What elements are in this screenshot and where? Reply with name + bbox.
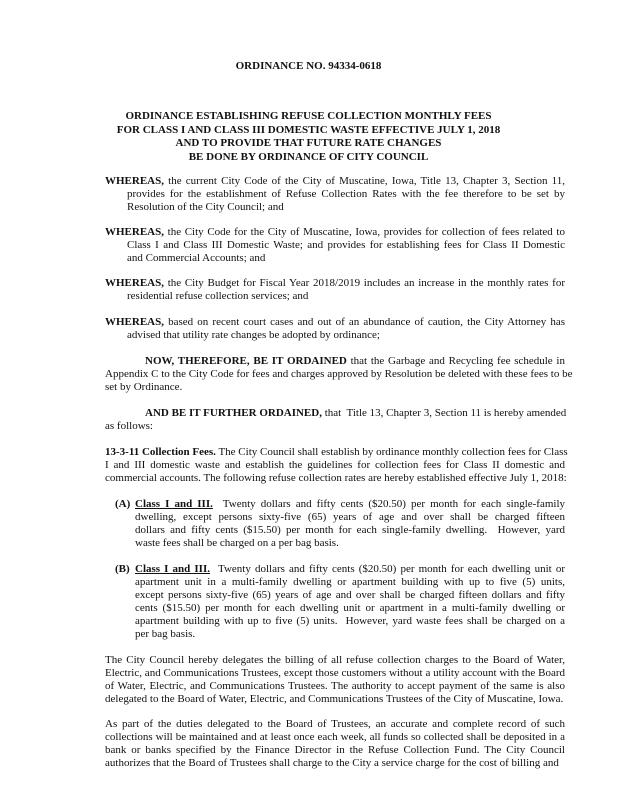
line-text: Electric, and Communications Trustees, except those customers without a utility account with the Board xyxy=(105,667,565,679)
line-text: dollars and fifty cents ($15.50) per month for each single-family dwelling. However, yard xyxy=(135,524,565,536)
heading-line: AND TO PROVIDE THAT FUTURE RATE CHANGES xyxy=(175,137,442,149)
line-text: apartment unit in a multi-family dwelling or apartment building with up to five (5) units, xyxy=(135,576,565,588)
ordinance-heading xyxy=(0,110,617,164)
paragraph xyxy=(105,355,573,394)
text-line xyxy=(105,368,573,381)
text-line xyxy=(135,537,565,550)
text-line xyxy=(105,381,565,394)
line-text: Twenty dollars and fifty cents ($20.50) per month for each dwelling unit or xyxy=(210,563,565,575)
text-line xyxy=(135,576,565,589)
text-line xyxy=(105,472,565,485)
text-line xyxy=(105,226,565,239)
line-text: apartment building with up to five (5) units. However, yard waste fees shall be charged on a xyxy=(135,615,565,627)
heading-line: ORDINANCE ESTABLISHING REFUSE COLLECTION MONTHLY FEES xyxy=(125,110,492,122)
paragraph-lead: WHEREAS, xyxy=(105,175,164,187)
class-heading: Class I and III. xyxy=(135,498,213,510)
paragraph xyxy=(105,654,565,706)
paragraph xyxy=(105,446,568,485)
line-text: Class I and Class III Domestic Waste; and provides for establishing fees for Class II Domestic xyxy=(127,239,565,251)
paragraph-lead: 13-3-11 Collection Fees. xyxy=(105,446,216,458)
text-line xyxy=(105,744,565,757)
text-line xyxy=(105,731,565,744)
text-line xyxy=(105,355,565,368)
fee-item xyxy=(115,498,566,550)
class-heading: Class I and III. xyxy=(135,563,210,575)
paragraph xyxy=(105,718,565,770)
text-line xyxy=(105,718,565,731)
paragraph-lead: NOW, THEREFORE, BE IT ORDAINED xyxy=(145,355,347,367)
paragraph-lead: WHEREAS, xyxy=(105,316,164,328)
line-text: bank or banks specified by the Finance Director in the Refuse Collection Fund. The City Council xyxy=(105,744,565,756)
text-line xyxy=(105,757,565,770)
paragraph-lead: AND BE IT FURTHER ORDAINED, xyxy=(145,407,322,419)
line-text: The City Council shall establish by ordinance monthly collection fees for Class xyxy=(215,446,568,458)
line-text: I and III domestic waste and establish the guidelines for collection fees for Class II domestic and xyxy=(105,459,565,471)
text-line xyxy=(135,563,565,576)
paragraph xyxy=(105,407,565,433)
line-text: advised that utility rate changes be adopted by ordinance; xyxy=(127,329,380,341)
line-text: As part of the duties delegated to the Board of Trustees, an accurate and complete record of such xyxy=(105,718,565,730)
line-text: as follows: xyxy=(105,420,153,432)
heading-line: BE DONE BY ORDINANCE OF CITY COUNCIL xyxy=(188,150,429,163)
text-line xyxy=(105,201,565,214)
line-text: and Commercial Accounts; and xyxy=(127,252,266,264)
heading-line: FOR CLASS I AND CLASS III DOMESTIC WASTE EFFECTIVE JULY 1, 2018 xyxy=(116,123,501,136)
text-line xyxy=(105,680,565,693)
paragraph-lead xyxy=(135,498,213,510)
text-line xyxy=(105,407,565,420)
line-text: Resolution of the City Council; and xyxy=(127,201,284,213)
line-text: set by Ordinance. xyxy=(105,381,183,393)
text-line xyxy=(105,277,565,290)
text-line xyxy=(105,175,565,188)
line-text: the current City Code of the City of Muscatine, Iowa, Title 13, Chapter 3, Section 11, xyxy=(164,175,565,187)
text-line xyxy=(135,615,565,628)
text-line xyxy=(135,628,565,641)
paragraph xyxy=(105,316,565,342)
line-text: waste fees shall be charged on a per bag basis. xyxy=(135,537,339,549)
text-line xyxy=(105,446,568,459)
line-text: the City Budget for Fiscal Year 2018/2019 includes an increase in the monthly rates for xyxy=(164,277,565,289)
line-text: commercial accounts. The following refuse collection rates are hereby established effective July 1, 2018: xyxy=(105,472,567,484)
item-label: (B) xyxy=(115,563,130,575)
text-line xyxy=(105,188,565,201)
text-line xyxy=(105,420,565,433)
paragraph-lead: WHEREAS, xyxy=(105,277,164,289)
line-text: based on recent court cases and out of an abundance of caution, the City Attorney has xyxy=(164,316,565,328)
line-text: delegated to the Board of Water, Electric, and Communications Trustees of the City of Muscatine, Iowa. xyxy=(105,693,564,705)
line-text: except persons sixty-five (65) years of age and over shall be charged fifteen dollars and fifty xyxy=(135,589,565,601)
text-line xyxy=(135,524,565,537)
line-text: that Title 13, Chapter 3, Section 11 is hereby amended xyxy=(321,407,567,419)
text-line xyxy=(105,290,565,303)
text-line xyxy=(105,316,565,329)
line-text: residential refuse collection services; and xyxy=(127,290,309,302)
paragraph xyxy=(105,226,565,265)
text-line xyxy=(105,667,565,680)
text-line xyxy=(105,459,565,472)
text-line xyxy=(105,693,565,706)
line-text: collections will be maintained and at least once each week, all funds so collected shall be deposited in a xyxy=(105,731,565,743)
line-text: provides for the establishment of Refuse Collection Rates with the fee therefore to be set by xyxy=(127,188,565,200)
text-line xyxy=(135,589,565,602)
text-line xyxy=(105,252,565,265)
text-line xyxy=(135,511,565,524)
text-line xyxy=(135,602,565,615)
line-text: per bag basis. xyxy=(135,628,196,640)
line-text: The City Council hereby delegates the billing of all refuse collection charges to the Board of Water, xyxy=(105,654,565,666)
item-label: (A) xyxy=(115,498,131,510)
text-line xyxy=(105,239,565,252)
paragraph-lead xyxy=(135,563,210,575)
fee-item xyxy=(115,563,565,641)
paragraph xyxy=(105,277,565,303)
line-text: Twenty dollars and fifty cents ($20.50) per month for each single-family xyxy=(212,498,566,510)
line-text: cents ($15.50) per month for each dwelling unit or apartment in a multi-family dwelling or xyxy=(135,602,565,614)
line-text: Appendix C to the City Code for fees and charges approved by Resolution be deleted with these fees to be xyxy=(105,368,573,380)
paragraph-lead: WHEREAS, xyxy=(105,226,164,238)
line-text: authorizes that the Board of Trustees shall charge to the City a service charge for the cost of billing and xyxy=(105,757,559,769)
line-text: the City Code for the City of Muscatine, Iowa, provides for collection of fees related to xyxy=(164,226,565,238)
ordinance-number: ORDINANCE NO. 94334-0618 xyxy=(235,60,382,72)
text-line xyxy=(105,329,565,342)
text-line xyxy=(135,498,565,511)
line-text: dwelling, except persons sixty-five (65) years of age and over shall be charged fifteen xyxy=(135,511,565,523)
text-line xyxy=(105,654,565,667)
line-text: that the Garbage and Recycling fee schedule in xyxy=(346,355,565,367)
line-text: of Water, Electric, and Communications Trustees. The authority to accept payment of the same is also xyxy=(105,680,565,692)
paragraph xyxy=(105,175,565,214)
